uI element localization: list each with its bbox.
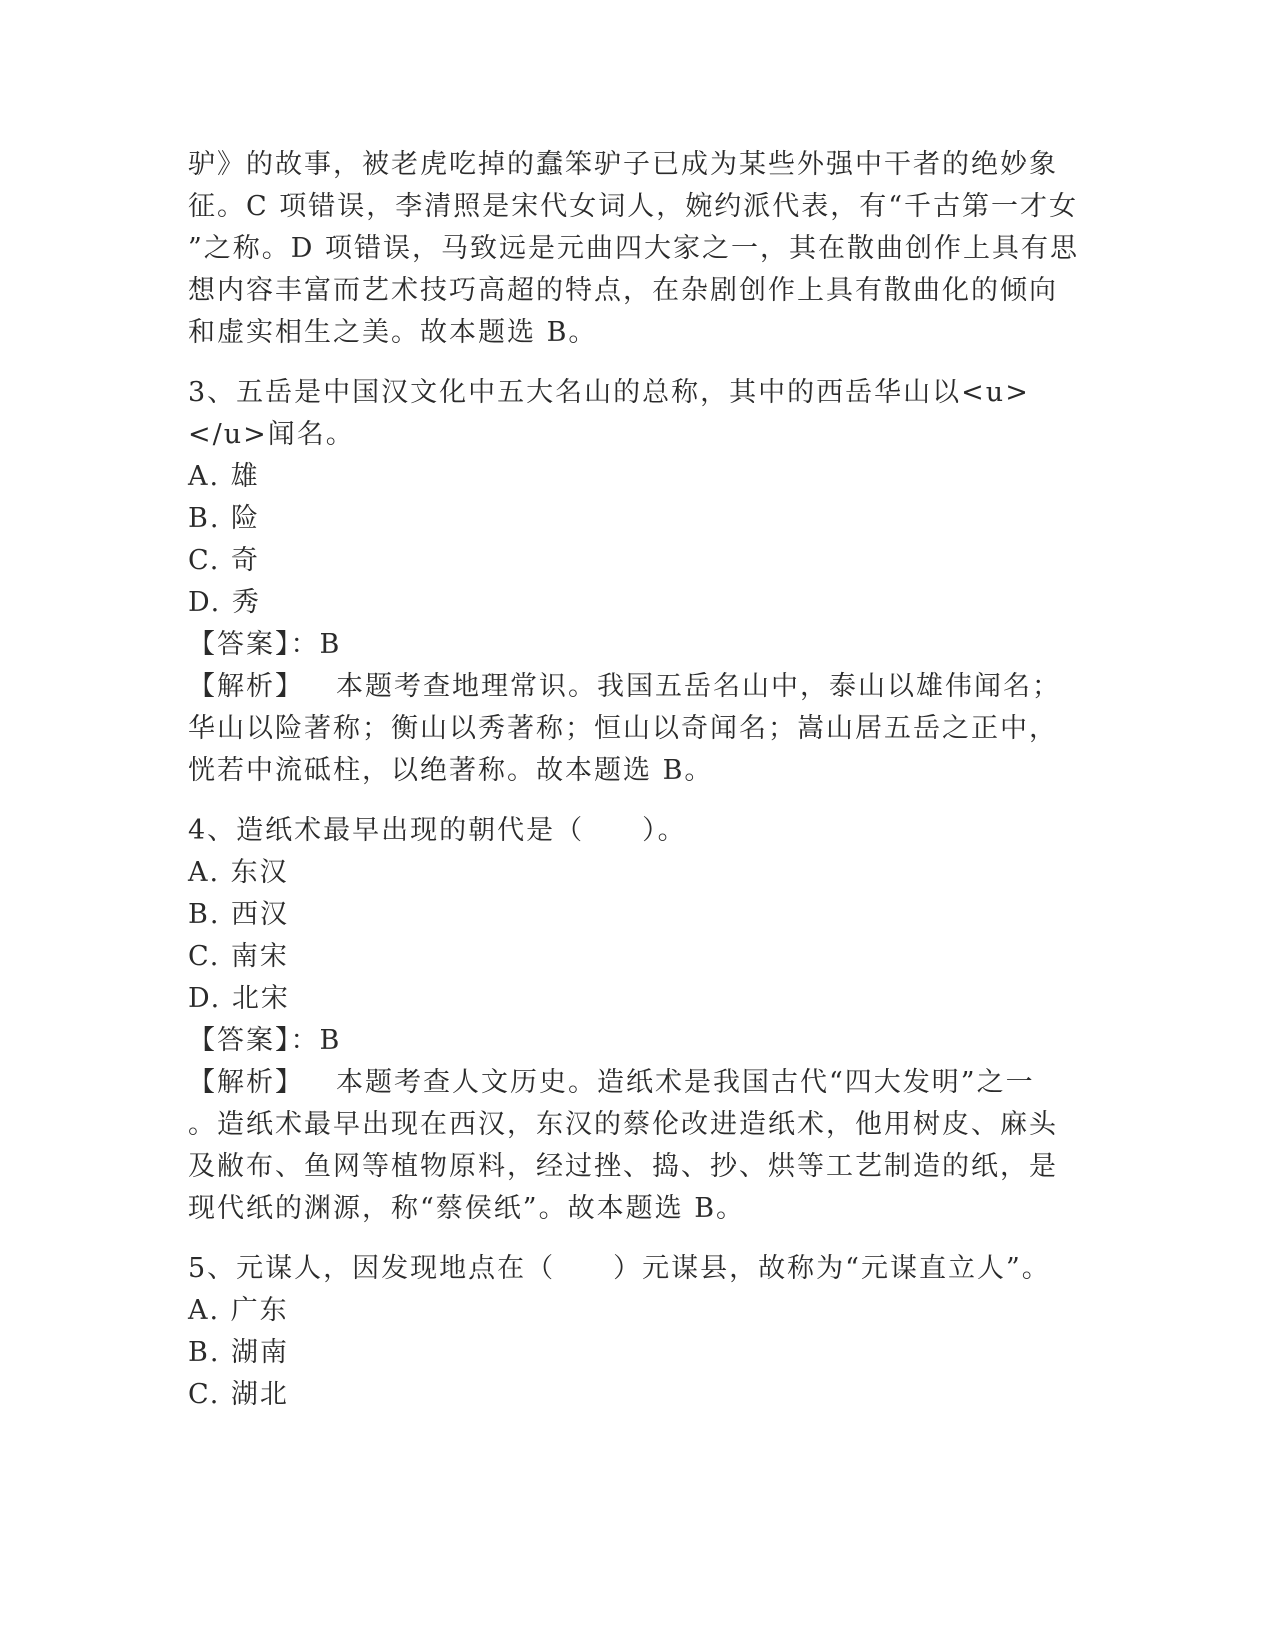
question-3	[188, 372, 1088, 792]
analysis-label: 【解析】	[188, 1067, 304, 1098]
analysis-line: 现代纸的渊源，称“蔡侯纸”。故本题选 B。	[188, 1193, 746, 1224]
text-line: 驴》的故事，被老虎吃掉的蠢笨驴子已成为某些外强中干者的绝妙象	[188, 149, 1058, 180]
analysis-line: 及敝布、鱼网等植物原料，经过挫、捣、抄、烘等工艺制造的纸，是	[188, 1151, 1058, 1182]
option-a: A. 东汉	[188, 857, 289, 888]
option-b: B. 西汉	[188, 899, 290, 930]
answer: 【答案】：B	[188, 629, 342, 660]
analysis-line: 恍若中流砥柱，以绝著称。故本题选 B。	[188, 755, 714, 786]
question-stem: </u>闻名。	[188, 419, 355, 450]
question-stem: 4、造纸术最早出现的朝代是（ ）。	[188, 815, 687, 846]
question-4	[188, 810, 1088, 1230]
option-b: B. 险	[188, 503, 261, 534]
document-page	[188, 144, 1088, 1416]
spacer	[188, 792, 1088, 810]
analysis-text: 本题考查人文历史。造纸术是我国古代“四大发明”之一	[336, 1067, 1035, 1098]
analysis-line: 华山以险著称；衡山以秀著称；恒山以奇闻名；嵩山居五岳之正中，	[188, 713, 1058, 744]
option-a: A. 雄	[188, 461, 260, 492]
analysis-text: 本题考查地理常识。我国五岳名山中，泰山以雄伟闻名；	[336, 671, 1061, 702]
question-stem: 5、元谋人，因发现地点在（ ）元谋县，故称为“元谋直立人”。	[188, 1253, 1051, 1284]
analysis-line	[188, 666, 1088, 708]
option-a: A. 广东	[188, 1295, 289, 1326]
text-line: 征。C 项错误，李清照是宋代女词人，婉约派代表，有“千古第一才女	[188, 191, 1079, 222]
question-stem: 3、五岳是中国汉文化中五大名山的总称，其中的西岳华山以<u>	[188, 377, 1030, 408]
spacer	[188, 1230, 1088, 1248]
answer: 【答案】：B	[188, 1025, 342, 1056]
option-d: D. 北宋	[188, 983, 290, 1014]
analysis-line	[188, 1062, 1088, 1104]
analysis-line: 。造纸术最早出现在西汉，东汉的蔡伦改进造纸术，他用树皮、麻头	[188, 1109, 1058, 1140]
previous-analysis	[188, 144, 1088, 354]
option-c: C. 奇	[188, 545, 260, 576]
option-c: C. 南宋	[188, 941, 289, 972]
text-line: 想内容丰富而艺术技巧高超的特点，在杂剧创作上具有散曲化的倾向	[188, 275, 1058, 306]
spacer	[188, 354, 1088, 372]
question-5	[188, 1248, 1088, 1416]
text-line: ”之称。D 项错误，马致远是元曲四大家之一，其在散曲创作上具有思	[188, 233, 1080, 264]
option-c: C. 湖北	[188, 1379, 289, 1410]
option-b: B. 湖南	[188, 1337, 290, 1368]
text-line: 和虚实相生之美。故本题选 B。	[188, 317, 598, 348]
option-d: D. 秀	[188, 587, 261, 618]
analysis-label: 【解析】	[188, 671, 304, 702]
